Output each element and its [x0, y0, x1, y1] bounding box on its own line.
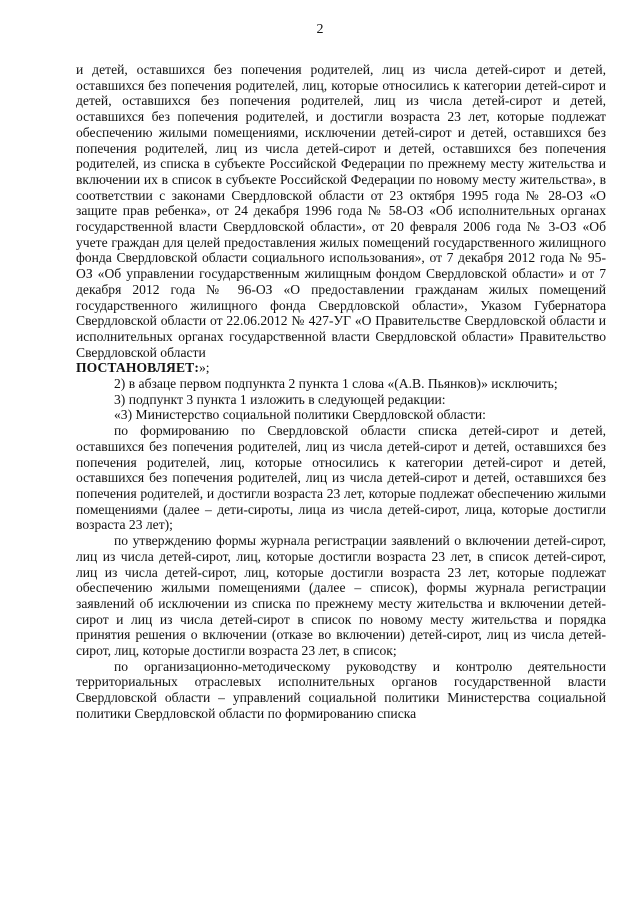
- list-formation-paragraph: по формированию по Свердловской области списка детей-сирот и детей, оставшихся без попечения родителей, лиц из числа детей-сирот и детей, оставшихся без попечения родителей, лиц, которые относились к категории детей-сирот и детей, оставшихся без попечения родителей, лиц из числа детей-сирот и детей, оставшихся без попечения родителей, и достигли возраста 23 лет, которые подлежат обеспечению жилыми помещениями (далее – дети-сироты, лица из числа детей-сирот, лица, которые достигли возраста 23 лет);: [76, 423, 606, 533]
- guidance-paragraph: по организационно-методическому руководству и контролю деятельности территориальных отраслевых исполнительных органов государственной власти Свердловской области – управлений социальной политики Министерства социальной политики Свердловской области по формированию списка: [76, 658, 606, 721]
- resolves-tail: »;: [198, 360, 210, 376]
- item-2-paragraph: 2) в абзаце первом подпункта 2 пункта 1 слова «(А.В. Пьянков)» исключить;: [114, 376, 558, 392]
- journal-forms-paragraph: по утверждению формы журнала регистрации заявлений о включении детей-сирот, лиц из числа детей-сирот, лиц, которые достигли возраста 23 лет, в список детей-сирот, лиц из числа детей-сирот, лиц, которые достигли возраста 23 лет, которые подлежат обеспечению жилыми помещениями (далее – список), формы журнала регистрации заявлений об исключении из списка по прежнему месту жительства и включении детей-сирот и лиц из числа детей-сирот в список по новому месту жительства и порядка принятия решения о включении (отказе во включении) детей-сирот, лиц из числа детей-сирот, лиц, которые достигли возраста 23 лет, в список;: [76, 533, 606, 659]
- quote-start-paragraph: «3) Министерство социальной политики Свердловской области:: [114, 407, 486, 423]
- page-number: 2: [316, 22, 324, 37]
- resolves-heading: ПОСТАНОВЛЯЕТ:: [76, 360, 199, 376]
- resolves-line: [76, 360, 606, 376]
- document-body: [76, 62, 606, 722]
- preamble-paragraph: и детей, оставшихся без попечения родителей, лиц из числа детей-сирот и детей, оставшихся без попечения родителей, лиц, которые относились к категории детей-сирот и детей, оставшихся без попечения родителей, лиц из числа детей-сирот и детей, оставшихся без попечения родителей, и достигли возраста 23 лет, которые подлежат обеспечению жилыми помещениями, исключении детей-сирот и детей, оставшихся без попечения родителей, лиц из числа детей-сирот и детей, оставшихся без попечения родителей, из списка в субъекте Российской Федерации по прежнему месту жительства и включении их в список в субъекте Российской Федерации по новому месту жительства», в соответствии с законами Свердловской области от 23 октября 1995 года № 28-ОЗ «О защите прав ребенка», от 24 декабря 1996 года № 58-ОЗ «Об исполнительных органах государственной власти Свердловской области», от 20 февраля 2006 года № 3-ОЗ «Об учете граждан для целей предоставления жилых помещений государственного жилищного фонда Свердловской области социального использования», от 7 декабря 2012 года № 95-ОЗ «Об управлении государственным жилищным фондом Свердловской области» и от 7 декабря 2012 года № 96-ОЗ «О предоставлении гражданам жилых помещений государственного жилищного фонда Свердловской области», Указом Губернатора Свердловской области от 22.06.2012 № 427-УГ «О Правительстве Свердловской области и исполнительных органах государственной власти Свердловской области» Правительство Свердловской области: [76, 62, 606, 360]
- item-3-paragraph: 3) подпункт 3 пункта 1 изложить в следующей редакции:: [114, 391, 446, 407]
